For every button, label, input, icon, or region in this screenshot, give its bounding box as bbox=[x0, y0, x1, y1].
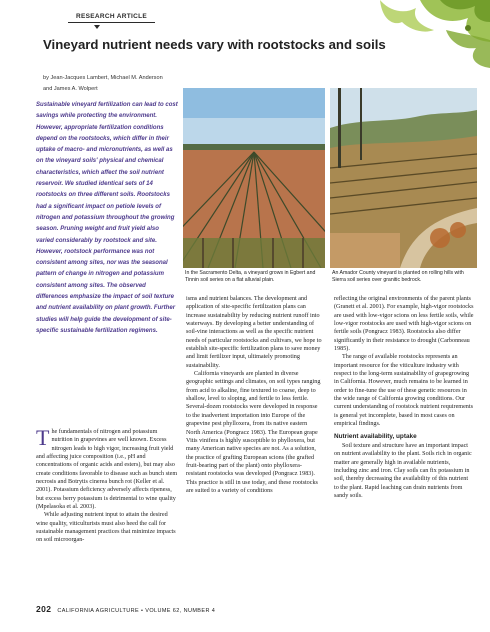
abstract: Sustainable vineyard fertilization can lead to cost savings while protecting the environment. However, appropriate fertilization conditions depend on the rootstocks, which differ in their uptake of macro- and micronutrients, as well as on the vineyard soils' physical and chemical characteristics, which affect the soil nutrient reservoir. We studied identical sets of 14 rootstocks on three different soils. Rootstocks had a significant impact on petiole levels of nitrogen and potassium throughout the growing season. Pruning weight and fruit yield also varied considerably by rootstock and site. However, rootstock performance was not consistent among sites, nor was the seasonal pattern of change in nitrogen and potassium consistent among sites. The observed differences emphasize the impact of soil texture and nutrient availability on plant growth. Further studies will help guide the development of site-specific sustainable fertilization regimens. bbox=[36, 102, 178, 334]
body-column-3 bbox=[334, 295, 474, 500]
body-paragraph bbox=[36, 425, 178, 511]
paragraph-text: he fundamentals of nitrogen and potassium nutrition in grapevines are well known. Excess nitrogen leads to high vigor, increasing fruit yield and affecting juice composition (i.e., pH and concentrations of organic acids and esters), but may also create conditions favorable to disease such as bunch stem necrosis and Botrytis cinerea bunch rot (Keller et al. 2001). Potassium deficiency adversely affects ripeness, but excess berry potassium is detrimental to wine quality (Mpelasoka et al. 2003). bbox=[36, 429, 178, 511]
running-head: CALIFORNIA AGRICULTURE • VOLUME 62, NUMBER 4 bbox=[57, 608, 216, 614]
vineyard-delta-photo bbox=[183, 88, 325, 268]
body-paragraph: reflecting the original environments of the parent plants (Granett et al. 2001). For example, high-vigor rootstocks are used with low-vigor scions on less fertile soils, while low-vigor rootstocks are used with high-vigor scions on fertile soils (Pongracz 1983). Rootstocks also differ significantly in their resistance to drought (Carbonneau 1985). bbox=[334, 296, 474, 353]
section-rule bbox=[68, 22, 155, 23]
body-column-2 bbox=[186, 295, 322, 495]
article-title: Vineyard nutrient needs vary with rootstocks and soils bbox=[43, 37, 386, 52]
section-label-text: RESEARCH ARTICLE bbox=[76, 13, 148, 20]
body-column-1 bbox=[36, 425, 178, 545]
grape-leaf-icon bbox=[350, 0, 490, 70]
vineyard-amador-photo bbox=[330, 88, 477, 268]
photo-caption-delta: In the Sacramento Delta, a vineyard grows in Egbert and Tinnin soil series on a flat alluvial plain. bbox=[185, 270, 316, 284]
page-number: 202 bbox=[36, 604, 52, 614]
body-paragraph: isms and nutrient balances. The development and application of site-specific fertilization plans can increase sustainability by reducing nutrient runoff into waterways. By developing a better understanding of soil-vine interactions as well as the specific nutrient needs of particular rootstocks and cultivars, we hope to establish site-specific fertilization plans to save money and limit fertilizer input, ultimately promoting sustainability. bbox=[186, 296, 322, 369]
body-paragraph: While adjusting nutrient input to attain the desired wine quality, viticulturists must also heed the call for sustainable management practices that minimize impacts on soil microorgan- bbox=[36, 512, 176, 544]
drop-cap: T bbox=[36, 425, 50, 450]
photo-caption-amador: An Amador County vineyard is planted on rolling hills with Sierra soil series over granitic bedrock. bbox=[332, 270, 464, 284]
section-label bbox=[76, 13, 147, 20]
body-paragraph: California vineyards are planted in diverse geographic settings and climates, on soil types ranging from acid to alkaline, fine textured to coarse, deep to shallow, level to sloping, and fertile to less fertile. Several-dozen rootstocks were developed in response to the inadvertent importation into Europe of the grapevine pest phylloxera, from its native eastern North America (Pongracz 1983). The European grape Vitis vinifera is highly susceptible to phylloxera, but many American native species are not. As a solution, the practice of grafting European scions (the grafted fruit-bearing part of the plant) onto phylloxera-resistant rootstocks was developed (Pongracz 1983). This practice is still in use today, and these rootstocks are suited to a variety of conditions bbox=[186, 371, 321, 494]
body-paragraph: Soil texture and structure have an important impact on nutrient availability to the plant. Soils rich in organic matter are generally high in available nutrients, including zinc and iron. Clay soils can fix potassium in soil, thereby decreasing the availability of this nutrient to the plant. Rapid leaching can drain nutrients from sandy soils. bbox=[334, 442, 472, 499]
byline-line-1: by Jean-Jacques Lambert, Michael M. Anderson bbox=[43, 75, 163, 81]
byline-line-2: and James A. Wolpert bbox=[43, 85, 98, 92]
page-footer bbox=[36, 604, 215, 614]
body-paragraph: The range of available rootstocks represents an important resource for the viticulture industry with respect to the long-term sustainability of grapegrowing in California. However, much remains to be learned in order to fine-tune the use of these genetic resources in the wide range of California growing conditions. Our current understanding of rootstock nutrient requirements is general yet incomplete, based in most cases on empirical findings. bbox=[334, 354, 473, 428]
section-subhead: Nutrient availability, uptake bbox=[334, 432, 417, 440]
section-arrow-icon bbox=[94, 25, 100, 29]
